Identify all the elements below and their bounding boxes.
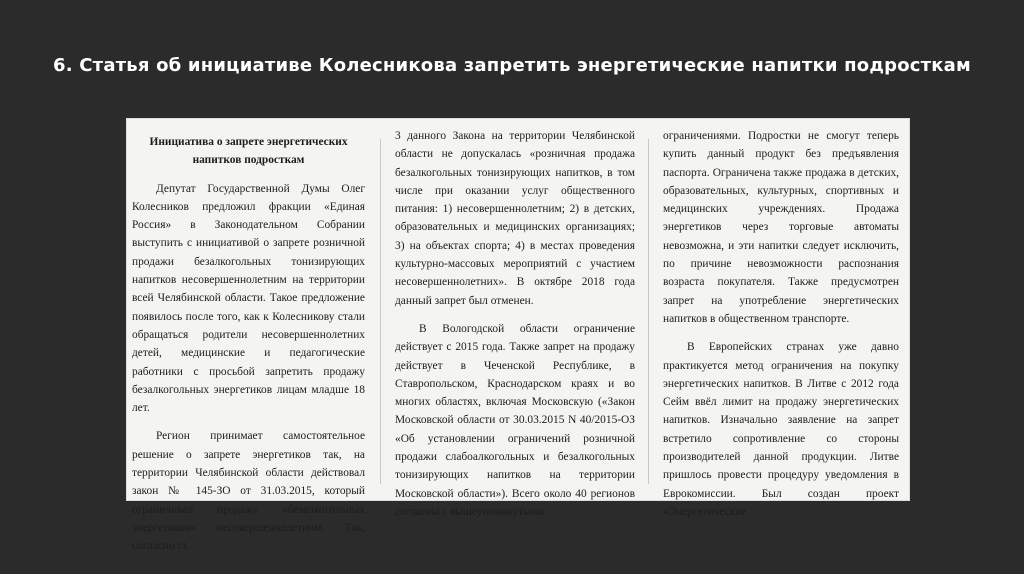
article-column-3 bbox=[663, 127, 899, 518]
column-divider bbox=[380, 139, 381, 484]
column-divider bbox=[648, 139, 649, 484]
article-paragraph: В Вологодской области ограничение действует с 2015 года. Также запрет на продажу действует в Чеченской Республике, в Ставропольском, Краснодарском краях и во многих областях, включая Московскую («Закон Московской области от 30.03.2015 N 40/2015-ОЗ «Об установлении ограничений розничной продажи слабоалкогольных и безалкогольных тонизирующих напитков на территории Московской области»). Всего около 40 регионов согласны с вышеупомянутыми bbox=[395, 322, 635, 518]
article-paragraph: Депутат Государственной Думы Олег Колесников предложил фракции «Единая Россия» в Законодательном Собрании выступить с инициативой о запрете розничной продажи безалкогольных тонизирующих напитков несовершеннолетним на территории всей Челябинской области. Такое предложение появилось после того, как к Колесникову стали обращаться родители несовершеннолетних детей, медицинские и педагогические работники с просьбой запретить продажу безалкогольных энергетиков лицам младше 18 лет. bbox=[132, 182, 365, 415]
article-paragraph: В Европейских странах уже давно практикуется метод ограничения на покупку энергетических напитков. В Литве с 2012 года Сейм ввёл лимит на продажу энергетических напитков. Изначально заявление на запрет встретило сопротивление со стороны производителей данной продукции. Литве пришлось провести процедуру уведомления в Еврокомиссии. Был создан проект «Энергетические bbox=[663, 341, 899, 518]
article-heading-line-2: напитков подросткам bbox=[192, 154, 305, 167]
article-paragraph: 3 данного Закона на территории Челябинской области не допускалась «розничная продажа безалкогольных тонизирующих напитков, в том числе при оказании услуг общественного питания: 1) несовершеннолетним; 2) в детских, образовательных и медицинских организациях; 3) на объектах спорта; 4) в местах проведения культурно-массовых мероприятий с участием несовершеннолетних». В октябре 2018 года данный запрет был отменен. bbox=[395, 130, 635, 307]
article-paragraph: Регион принимает самостоятельное решение о запрете энергетиков так, на территории Челябинской области действовал закон № 145-ЗО от 31.03.2015, который ограничивал продажу «безалкогольных энергетиков» несовершеннолетним. Так, согласно ст. bbox=[132, 430, 365, 553]
article-scan bbox=[126, 118, 910, 553]
slide-title: 6. Статья об инициативе Колесникова запретить энергетические напитки подросткам bbox=[53, 55, 971, 76]
article-column-2 bbox=[395, 127, 635, 518]
article-heading-line-1: Инициатива о запрете энергетических bbox=[149, 136, 348, 148]
article-heading bbox=[132, 133, 365, 170]
article-column-1 bbox=[132, 127, 365, 553]
article-paragraph: ограничениями. Подростки не смогут теперь купить данный продукт без предъявления паспорта. Ограничена также продажа в детских, образовательных, культурных, спортивных и медицинских учреждениях. Продажа энергетиков через торговые автоматы невозможна, и эти напитки следует исключить, по причине невозможности распознания возраста покупателя. Также предусмотрен запрет на употребление энергетических напитков в общественном транспорте. bbox=[663, 130, 899, 325]
